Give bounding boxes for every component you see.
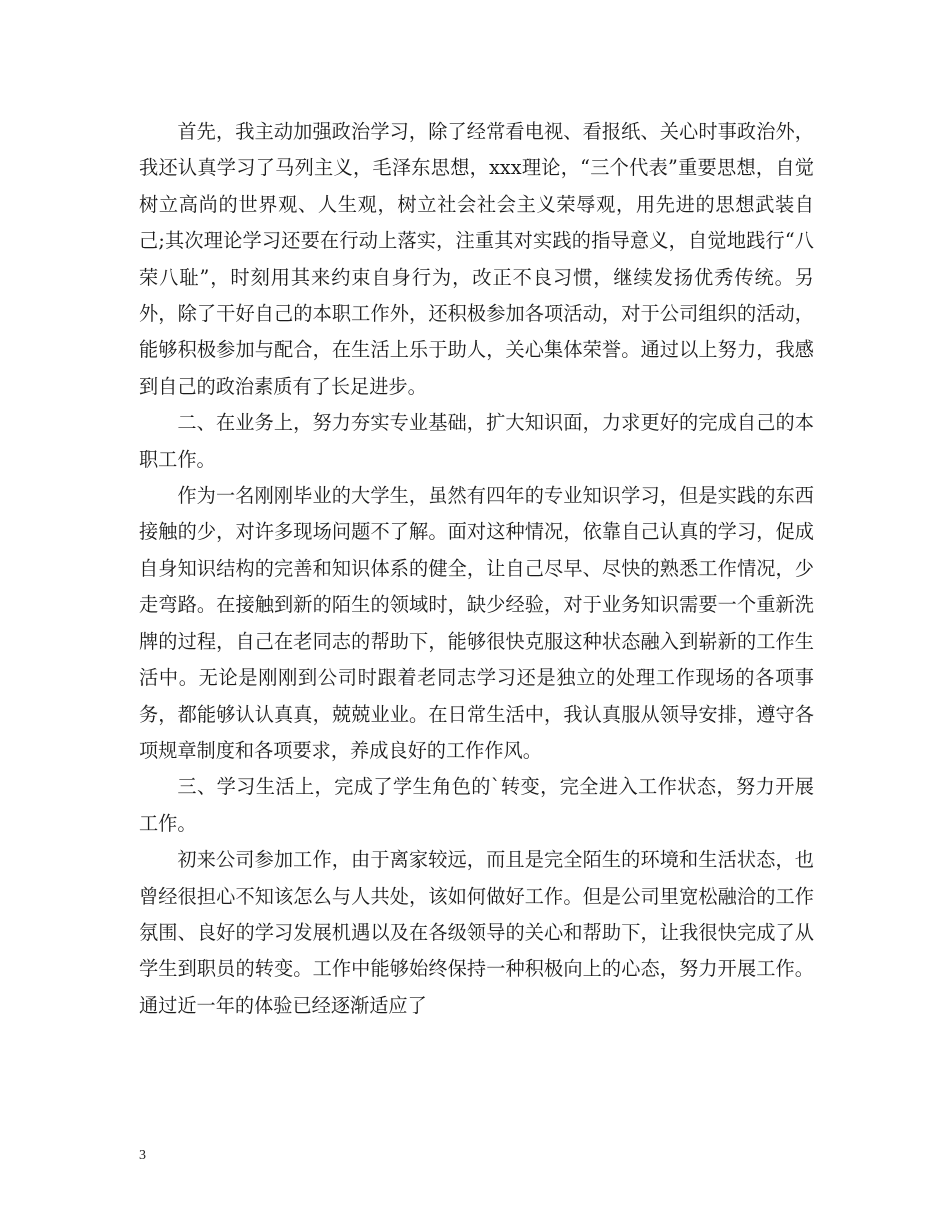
paragraph-heading-business: 二、在业务上，努力夯实专业基础，扩大知识面，力求更好的完成自己的本职工作。 [139, 411, 814, 471]
paragraph-heading-life: 三、学习生活上，完成了学生角色的`转变，完全进入工作状态，努力开展工作。 [139, 775, 814, 835]
page-number: 3 [139, 1148, 146, 1163]
paragraph-political-study: 首先，我主动加强政治学习，除了经常看电视、看报纸、关心时事政治外，我还认真学习了马列主义，毛泽东思想，xxx理论，“三个代表”重要思想，自觉树立高尚的世界观、人生观，树立社会社会主义荣辱观，用先进的思想武装自己;其次理论学习还要在行动上落实，注重其对实践的指导意义，自觉地践行“八荣八耻”，时刻用其来约束自身行为，改正不良习惯，继续发扬优秀传统。另外，除了干好自己的本职工作外，还积极参加各项活动，对于公司组织的活动，能够积极参加与配合，在生活上乐于助人，关心集体荣誉。通过以上努力，我感到自己的政治素质有了长足进步。 [139, 120, 814, 398]
document-body [139, 114, 814, 1024]
paragraph-business-study: 作为一名刚刚毕业的大学生，虽然有四年的专业知识学习，但是实践的东西接触的少，对许多现场问题不了解。面对这种情况，依靠自己认真的学习，促成自身知识结构的完善和知识体系的健全，让自己尽早、尽快的熟悉工作情况，少走弯路。在接触到新的陌生的领域时，缺少经验，对于业务知识需要一个重新洗牌的过程，自己在老同志的帮助下，能够很快克服这种状态融入到崭新的工作生活中。无论是刚刚到公司时跟着老同志学习还是独立的处理工作现场的各项事务，都能够认认真真，兢兢业业。在日常生活中，我认真服从领导安排，遵守各项规章制度和各项要求，养成良好的工作作风。 [139, 484, 814, 762]
paragraph-life-adaptation: 初来公司参加工作，由于离家较远，而且是完全陌生的环境和生活状态，也曾经很担心不知该怎么与人共处，该如何做好工作。但是公司里宽松融洽的工作氛围、良好的学习发展机遇以及在各级领导的关心和帮助下，让我很快完成了从学生到职员的转变。工作中能够始终保持一种积极向上的心态，努力开展工作。通过近一年的体验已经逐渐适应了 [139, 848, 814, 1017]
